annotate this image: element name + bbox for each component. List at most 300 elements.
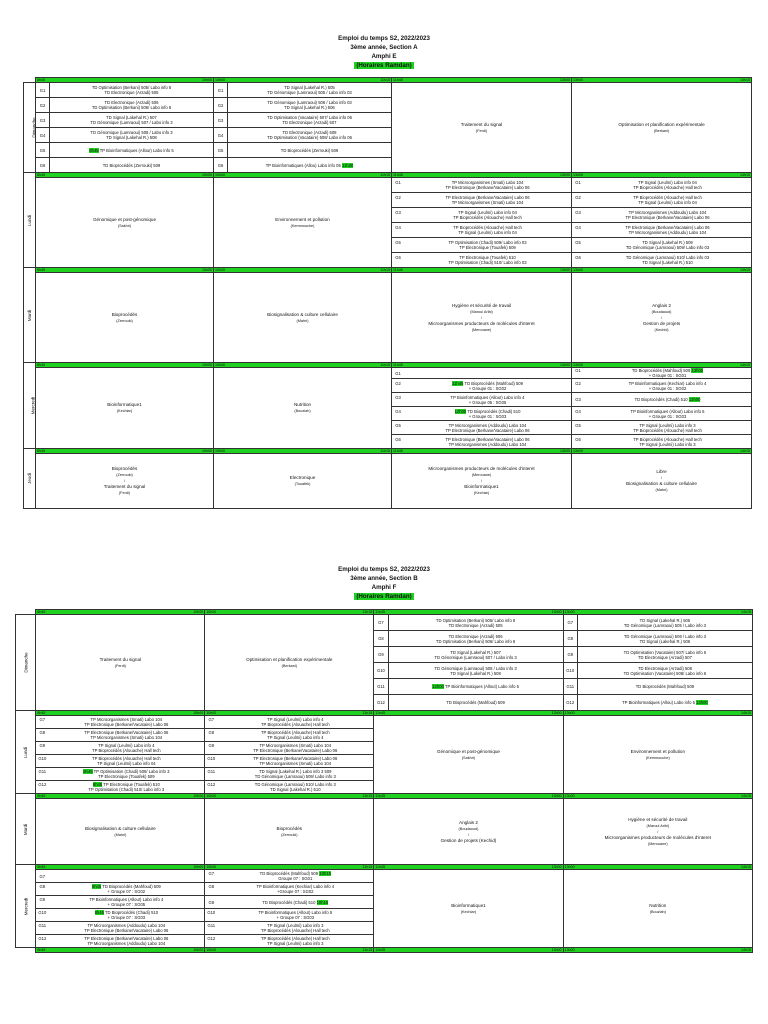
times-t7: 13h00 bbox=[564, 948, 575, 952]
b-mer-c3: Bioinformatique1 bbox=[451, 902, 486, 908]
b-mar-c1s: (Mahri) bbox=[114, 832, 127, 837]
b-lun-r5b: TD Génomique (Lamraoui) 509/ Labo info 3 bbox=[254, 774, 336, 779]
table-cell bbox=[577, 663, 752, 679]
times-t7: 13h00 bbox=[573, 449, 584, 453]
a-dim-l6: TD Bioprocédés (Zerrouki) 509 bbox=[50, 158, 214, 173]
b-dim-r2b: TD Signal (Lakehal R.) 506 bbox=[639, 638, 691, 644]
a-mer-r2b: + Groupe 01 : SG02 bbox=[648, 385, 687, 391]
b-dim-r6: TP Bioinformatiques (Allou) Labo info 5 bbox=[622, 700, 695, 705]
a-mar-c2: Biosignalisation & culture cellulaire bbox=[267, 311, 338, 317]
a-dim-g1: G1 bbox=[214, 83, 228, 98]
table-cell bbox=[36, 178, 214, 268]
times-t1: 8h45 bbox=[37, 449, 45, 453]
table-cell bbox=[572, 178, 752, 193]
table-cell bbox=[388, 679, 563, 695]
a-dim-g2: G2 bbox=[395, 380, 401, 386]
times-t6: 13h00 bbox=[551, 865, 562, 869]
times-t2: 10h00 bbox=[202, 268, 212, 272]
b-dim-g10: G10 bbox=[38, 910, 47, 915]
table-cell bbox=[205, 922, 374, 935]
b-dim-c2s: (Berkani) bbox=[281, 663, 297, 668]
a-lun-l6: TP Electronique (Touafek) 510 bbox=[459, 255, 516, 260]
b-dim-g11: G11 bbox=[38, 769, 47, 774]
a-dim-g2: G2 bbox=[214, 98, 228, 113]
a-lun-l5b: TP Electronique (Touafek) 509 bbox=[459, 245, 516, 250]
b-dim-g12: G12 bbox=[38, 936, 47, 941]
times-t5: 11h45 bbox=[393, 363, 403, 367]
times-t1: 8h45 bbox=[37, 173, 45, 177]
table-cell bbox=[392, 393, 572, 407]
a-jeu-c1bs: (Ferdi) bbox=[118, 491, 131, 495]
a-lun-l3: TP Signal (Leulmi) Labo info 04 bbox=[458, 210, 517, 215]
table-cell bbox=[572, 454, 752, 509]
a-dim-r1: TD Signal (Lakehal R.) 505 bbox=[284, 85, 335, 90]
table-cell bbox=[572, 253, 752, 268]
b-dim-g8: G8 bbox=[563, 631, 577, 647]
b-dim-g7: G7 bbox=[374, 615, 388, 631]
a-lun-l1: TP Microorganismes (Smati) Labo 104 bbox=[451, 180, 524, 185]
a-mar-c3s: (Maroul Aribi) bbox=[470, 309, 493, 314]
b-mar-c3s: (Boudaoud) bbox=[458, 826, 479, 831]
a-lun-r2: TP Bioprocédés (Alouache) Hall tech bbox=[633, 195, 702, 200]
table-cell bbox=[563, 799, 752, 865]
times-t1: 8h45 bbox=[37, 948, 46, 952]
times-t8: 14h15 bbox=[740, 449, 751, 453]
a-dim-r6: TP Bioinformatiques (Allou) Labo info 05 bbox=[265, 162, 341, 168]
b-dim-l3: TD Signal (Lakehal R.) 507 bbox=[450, 649, 501, 655]
a-mer-l4b: + Groupe 01 : SG03 bbox=[468, 413, 507, 419]
a-dim-g1: G1 bbox=[395, 370, 401, 376]
a-dim-g5: G5 bbox=[214, 143, 228, 158]
a-mer-r2: TP Bioinformatiques (Kechiar) Labo info 4 bbox=[628, 380, 707, 386]
table-cell bbox=[36, 922, 205, 935]
section: 3ème année, Section A bbox=[350, 44, 418, 51]
table-cell bbox=[36, 883, 205, 896]
b-dim-g7: G7 bbox=[39, 717, 46, 722]
b-lun-l5b: TP Electronique (Touafek) 509 bbox=[98, 774, 155, 779]
times-t5: 11h45 bbox=[393, 78, 403, 82]
b-mar-c4sep: / bbox=[657, 829, 659, 834]
table-cell bbox=[214, 368, 392, 449]
table-cell bbox=[36, 781, 205, 794]
times-t2: 10h00 bbox=[193, 865, 204, 869]
b-dim-g8: G8 bbox=[208, 884, 215, 889]
table-cell bbox=[572, 208, 752, 223]
b-mer-l2: TD Bioprocédés (Mahfoud) 509 bbox=[102, 884, 161, 889]
b-dim-r3b: TD Electronique (Arzadi) 507 bbox=[637, 654, 692, 660]
table-cell bbox=[392, 178, 572, 193]
times-t8: 14h15 bbox=[740, 173, 751, 177]
a-dim-g6: G6 bbox=[575, 255, 581, 260]
a-dim-g3: G3 bbox=[575, 210, 581, 215]
times-t6: 13h00 bbox=[560, 173, 571, 177]
a-dim-l2b: TD Optimisation (Berkani) 506/ Labo info 6 bbox=[91, 105, 172, 110]
b-dim-r6t: 13h00 bbox=[696, 700, 708, 705]
a-mer-r4: TP Bioinformatiques (Allouï) Labo info 5 bbox=[630, 408, 705, 414]
table-cell bbox=[205, 781, 374, 794]
b-dim-g7: G7 bbox=[39, 873, 46, 879]
times-t3: 10h00 bbox=[206, 610, 217, 614]
a-jeu-c3bs: (Kechiar) bbox=[473, 491, 490, 495]
times-t4: 11h15 bbox=[362, 610, 373, 614]
b-dim-g7: G7 bbox=[208, 871, 215, 876]
times-t1: 8h45 bbox=[37, 865, 46, 869]
a-lun-r6: TD Génomique (Lamraoui) 510/ Labo info 03 bbox=[625, 255, 710, 260]
amphi-b: Amphi F bbox=[371, 584, 397, 591]
a-jeu-c2: Electronique bbox=[289, 475, 316, 480]
table-cell bbox=[563, 870, 752, 948]
table-cell bbox=[214, 454, 392, 509]
table-cell bbox=[392, 435, 572, 449]
b-mer-l4b: + Groupe 07 : SG03 bbox=[107, 915, 146, 920]
times-t8: 14h15 bbox=[741, 794, 751, 798]
table-cell bbox=[205, 948, 374, 953]
times-t5: 11h45 bbox=[375, 711, 386, 715]
a-dim-r5: TD Bioprocédés (Zerrouki) 509 bbox=[228, 143, 392, 158]
a-dim-r1b: TD Génomique (Lamraoui) 505 / Labo info 03 bbox=[267, 90, 352, 95]
times-t2: 10h00 bbox=[193, 948, 204, 952]
a-dim-g2: G2 bbox=[575, 195, 581, 200]
b-mer-r2b: +Groupe 07 : SG02 bbox=[277, 889, 314, 894]
table-cell bbox=[205, 742, 374, 755]
table-cell bbox=[36, 768, 205, 781]
times-t4: 11h15 bbox=[380, 363, 391, 367]
a-lun-r4b: TP Microorganismes (Addoudu) Labo 104 bbox=[628, 230, 707, 235]
a-jeu-c4sep: / bbox=[660, 476, 663, 480]
b-mar-c4: Hygiène et sécurité de travail bbox=[628, 816, 688, 822]
times-t7: 13h00 bbox=[564, 794, 575, 798]
times-t8: 14h15 bbox=[741, 610, 751, 614]
a-mar-c3: Hygiène et sécurité de travail bbox=[451, 302, 512, 308]
a-dim-g1: G1 bbox=[575, 368, 581, 373]
b-mer-r4: TP Bioinformatiques (Allouï) Labo info 5 bbox=[258, 910, 333, 915]
b-lun-c3: Génomique et post-génomique bbox=[436, 748, 500, 754]
table-cell bbox=[228, 128, 392, 143]
b-mer-l2b: + Groupe 07 : SG02 bbox=[107, 889, 146, 894]
a-lun-c1: Génomique et post-génomique bbox=[92, 216, 157, 222]
a-dim-l5t: 8h45 bbox=[89, 147, 99, 153]
a-mer-c1: Bioinformatique1 bbox=[107, 402, 142, 407]
b-dim-r1: TD Signal (Lakehal R.) 505 bbox=[639, 617, 691, 623]
b-lun-c4s: (Kemmouche) bbox=[645, 755, 670, 760]
b-mer-c3s: (Kechiar) bbox=[460, 909, 477, 914]
a-dim-g6: G6 bbox=[214, 158, 228, 173]
times-t2: 10h00 bbox=[202, 78, 212, 82]
b-mar-c3b: Gestion de projets (Kechid) bbox=[440, 837, 497, 843]
times-t8: 14h15 bbox=[740, 268, 751, 272]
b-dim-l1: TD Optimisation (Berkani) 505/ Labo info 6 bbox=[435, 617, 516, 623]
table-cell bbox=[392, 223, 572, 238]
a-mer-r5b: TP Bioprocédés (Alouache) Hall tech bbox=[633, 427, 702, 433]
a-dim-g2: G2 bbox=[575, 380, 581, 386]
b-dim-g12: G12 bbox=[207, 782, 216, 787]
b-dim-c1s: (Ferdi) bbox=[114, 663, 126, 668]
b-mer-r1: TD Bioprocédés (Mahfoud) 509 bbox=[259, 871, 319, 876]
b-dim-r4b: TD Optimisation (Vacataire) 508/ Labo info 6 bbox=[623, 670, 707, 676]
times-t1: 8h45 bbox=[37, 711, 46, 715]
table-cell bbox=[50, 83, 214, 98]
times-t8: 14h15 bbox=[740, 78, 751, 82]
a-mer-r6b: TP Signal (Leulmi) Labo info 3 bbox=[639, 441, 696, 447]
b-dim-g10: G10 bbox=[207, 910, 216, 915]
table-cell bbox=[392, 407, 572, 421]
table-cell bbox=[36, 935, 205, 948]
table-cell bbox=[205, 896, 374, 909]
table-cell bbox=[577, 631, 752, 647]
b-mer-l6: TP Electronique (Berkane/Vacataire) Labo 06 bbox=[84, 936, 169, 941]
b-dim-g7: G7 bbox=[563, 615, 577, 631]
times-t7: 13h00 bbox=[573, 173, 584, 177]
b-dim-g8: G8 bbox=[374, 631, 388, 647]
a-dim-g2: G2 bbox=[395, 195, 401, 200]
b-lun-r4b: TP Microorganismes (Smati) Labo 104 bbox=[259, 761, 332, 766]
b-lun-l1b: TP Electronique (Berkane/Vacataire) Labo 06 bbox=[84, 722, 169, 727]
a-mer-l2t: 11h45 bbox=[452, 380, 464, 386]
a-mar-c4bs: (Kechid) bbox=[654, 327, 669, 332]
a-mar-c3bs: (Merouane) bbox=[471, 327, 492, 332]
b-dim-g10: G10 bbox=[207, 756, 216, 761]
a-mer-l5b: TP Electronique (Berkane/Vacataire) Labo 06 bbox=[445, 427, 530, 433]
b-mer-l4: TD Bioprocédés (Chadi) 510 bbox=[105, 910, 159, 915]
times-t6: 13h00 bbox=[560, 449, 571, 453]
table-cell bbox=[228, 98, 392, 113]
table-cell bbox=[374, 870, 563, 948]
b-mar-c4b: Microorganismes producteurs de molécules d'interet bbox=[604, 834, 711, 840]
b-mer-l3b: + Groupe 07 : SG05 bbox=[107, 902, 146, 907]
times-t3: 10h00 bbox=[215, 173, 225, 177]
a-mer-r4b: + Groupe 01 : SG03 bbox=[648, 413, 687, 419]
times-t8: 14h15 bbox=[741, 948, 751, 952]
times-t6: 13h00 bbox=[551, 948, 562, 952]
b-dim-g12: G12 bbox=[38, 782, 47, 787]
b-mer-l3: TP Bioinformatiques (Allouï) Labo info 4 bbox=[89, 897, 164, 902]
times-t7: 13h00 bbox=[573, 363, 584, 367]
timetable-section-b bbox=[15, 609, 753, 953]
table-cell bbox=[563, 948, 752, 953]
times-t7: 13h00 bbox=[564, 865, 575, 869]
table-cell bbox=[392, 421, 572, 435]
a-lun-r6b: TD Signal (Lakehal R.) 510 bbox=[642, 260, 693, 265]
times-t5: 11h45 bbox=[393, 173, 403, 177]
b-dim-l4: TD Génomique (Lamraoui) 508 / Labo info 3 bbox=[434, 665, 517, 671]
a-mer-l3: TP Bioinformatiques (Allouï) Labo info 4 bbox=[450, 394, 525, 400]
b-mer-l4t: 8h45 bbox=[94, 910, 104, 915]
table-cell bbox=[36, 368, 214, 449]
b-dim-g9: G9 bbox=[39, 743, 46, 748]
a-dim-g4: G4 bbox=[395, 225, 401, 230]
a-dim-g6: G6 bbox=[395, 255, 401, 260]
a-lun-l5: TP Optimisation (Chadi) 509/ Labo info 03 bbox=[448, 240, 527, 245]
b-mar-c4s: (Maroul Aribi) bbox=[646, 823, 670, 828]
b-mer-l2t: 8h45 bbox=[91, 884, 102, 889]
times-t2: 10h00 bbox=[193, 610, 204, 614]
a-dim-r6t: 11h30 bbox=[341, 162, 354, 168]
a-dim-g3: G3 bbox=[36, 113, 50, 128]
b-lun-r6: TD Génomique (Lamraoui) 510/ Labo info 3 bbox=[254, 782, 336, 787]
table-cell bbox=[36, 729, 205, 742]
times-t3: 10h00 bbox=[215, 363, 225, 367]
times-t6: 13h00 bbox=[560, 363, 571, 367]
a-mer-r1b: + Groupe 01 : SG01 bbox=[648, 373, 687, 378]
a-dim-c4s: (Berkani) bbox=[653, 128, 670, 133]
b-lun-l1: TP Microorganismes (Smati) Labo 104 bbox=[90, 717, 163, 722]
b-dim-l3b: TD Génomique (Lamraoui) 507 / Labo info 3 bbox=[434, 654, 517, 660]
b-dim-g10: G10 bbox=[374, 663, 388, 679]
b-mar-c1: Biosignalisation & culture cellulaire bbox=[84, 825, 156, 831]
day-lundi bbox=[24, 173, 36, 268]
a-lun-c1s: (Sakhri) bbox=[117, 223, 132, 228]
times-t4: 11h15 bbox=[362, 865, 373, 869]
a-dim-r2: TD Génomique (Lamraoui) 506 / Labo info 03 bbox=[267, 100, 352, 105]
times-t4: 11h15 bbox=[362, 794, 373, 798]
b-lun-r4: TP Electronique (Berkane/Vacataire) Labo 06 bbox=[253, 756, 338, 761]
a-mer-l5: TP Microorganismes (Addoudu) Labo 104 bbox=[448, 422, 527, 428]
table-cell bbox=[392, 208, 572, 223]
b-lun-l6t: 8h45 bbox=[92, 782, 103, 787]
table-cell bbox=[228, 113, 392, 128]
times-t7: 13h00 bbox=[573, 268, 584, 272]
b-mar-c2: Bioprocédés bbox=[276, 825, 303, 831]
times-t3: 10h00 bbox=[206, 865, 217, 869]
a-dim-l5: TP Bioinformatiques (Allouï) Labo info 5 bbox=[99, 147, 174, 153]
table-cell bbox=[392, 454, 572, 509]
a-mar-c3b: Microorganismes producteurs de molécules d'interet bbox=[428, 320, 535, 326]
a-lun-r1b: TP Bioprocédés (Alouache) Hall tech bbox=[633, 185, 702, 190]
b-dim-g9: G9 bbox=[374, 647, 388, 663]
b-dim-r4: TD Electronique (Arzadi) 508 bbox=[637, 665, 692, 671]
a-dim-c3s: (Ferdi) bbox=[475, 128, 488, 133]
times-t7: 13h00 bbox=[564, 610, 575, 614]
table-cell bbox=[50, 143, 214, 158]
a-jeu-c4bs: (Mahri) bbox=[655, 488, 668, 492]
table-cell bbox=[36, 896, 205, 909]
times-t4: 11h15 bbox=[380, 268, 391, 272]
a-lun-l4: TP Bioprocédés (Alouache) Hall tech bbox=[453, 225, 522, 230]
table-cell bbox=[572, 368, 752, 379]
header-section-b bbox=[0, 565, 768, 601]
b-lun-r3b: TP Electronique (Berkane/Vacataire) Labo 06 bbox=[253, 748, 338, 753]
a-jeu-c1b: Traitement du signal bbox=[103, 484, 146, 489]
b-dim-l2b: TD Optimisation (Berkani) 506/ Labo info 6 bbox=[435, 638, 516, 644]
a-lun-r2b: TP Signal (Leulmi) Labo info 04 bbox=[638, 200, 697, 205]
a-dim-c4: Optimisation et planification expérimentale bbox=[618, 121, 705, 127]
times-t1: 8h45 bbox=[37, 794, 46, 798]
times-t5: 11h45 bbox=[375, 865, 386, 869]
table-cell bbox=[392, 193, 572, 208]
times-t8: 14h15 bbox=[740, 363, 751, 367]
a-mer-l2: TD Bioprocédés (Mahfoud) 509 bbox=[464, 380, 523, 386]
b-dim-g11: G11 bbox=[207, 769, 216, 774]
a-lun-r5: TD Signal (Lakehal R.) 509 bbox=[642, 240, 693, 245]
table-cell bbox=[374, 948, 563, 953]
table-cell bbox=[228, 158, 392, 173]
times-t8: 14h15 bbox=[741, 711, 751, 715]
b-mer-r5b: TP Bioprocédés (Alouache) Hall tech bbox=[261, 928, 330, 933]
a-lun-c2s: (Kemmouche) bbox=[290, 223, 315, 228]
b-mer-r1b: Groupe 07 : SG01 bbox=[278, 876, 313, 881]
a-jeu-c3sep: / bbox=[480, 479, 483, 483]
table-cell bbox=[36, 454, 214, 509]
day-mardi-b bbox=[16, 794, 36, 865]
a-jeu-c3: Microorganismes producteurs de molécules d'interet bbox=[428, 466, 535, 471]
b-dim-g7: G7 bbox=[208, 717, 215, 722]
header-section-a bbox=[0, 34, 768, 70]
b-lun-r5: TD Signal (Lakehal R.) Labo info 3 509 bbox=[259, 769, 332, 774]
a-mar-c4s: (Boudaoud) bbox=[651, 309, 672, 314]
a-dim-r4: TD Electronique (Arzadi) 508 bbox=[282, 130, 337, 135]
table-cell bbox=[50, 113, 214, 128]
b-lun-c4: Environnement et pollution bbox=[630, 748, 686, 754]
a-mar-c3sep: / bbox=[480, 315, 483, 320]
times-t3: 10h00 bbox=[215, 449, 225, 453]
a-dim-l1: TD Optimisation (Berkani) 505/ Labo info 6 bbox=[91, 85, 172, 90]
section-b: 3ème année, Section B bbox=[350, 575, 418, 582]
table-cell bbox=[36, 615, 205, 711]
table-cell bbox=[36, 799, 205, 865]
b-mer-l5b: TP Electronique (Berkane/Vacataire) Labo 06 bbox=[84, 928, 169, 933]
table-cell bbox=[205, 799, 374, 865]
a-dim-g4: G4 bbox=[36, 128, 50, 143]
b-lun-l4: TP Bioprocédés (Alouache) Hall tech bbox=[92, 756, 161, 761]
table-cell bbox=[392, 83, 572, 173]
table-cell bbox=[392, 379, 572, 393]
b-lun-r1: TP Signal (Leulmi) Labo info 4 bbox=[267, 717, 324, 722]
b-mer-l5: TP Microorganismes (Addoudu) Labo 104 bbox=[87, 923, 166, 928]
a-lun-r5b: TD Génomique (Lamraoui) 509/ Labo info 03 bbox=[625, 245, 710, 250]
days-3: Mercredi bbox=[30, 396, 36, 415]
a-dim-g3: G3 bbox=[395, 394, 401, 400]
b-mer-r3: TD Bioprocédés (Chadi) 510 bbox=[262, 899, 316, 905]
a-lun-r1: TP Signal (Leulmi) Labo info 04 bbox=[638, 180, 697, 185]
a-jeu-c1s: (Zerrouki) bbox=[116, 473, 133, 477]
table-cell bbox=[392, 253, 572, 268]
b-dim-r5: TD Bioprocédés (Mahfoud) 509 bbox=[577, 679, 752, 695]
a-dim-g5: G5 bbox=[36, 143, 50, 158]
a-dim-g1: G1 bbox=[575, 180, 581, 185]
days-1: Lundi bbox=[23, 746, 29, 758]
a-mer-l6b: TP Microorganismes (Addoudu) Labo 104 bbox=[448, 441, 527, 447]
b-mar-c4bs: (Merouane) bbox=[647, 841, 668, 846]
a-lun-l2b: TP Microorganismes (Smati) Labo 104 bbox=[451, 200, 524, 205]
table-cell bbox=[205, 615, 374, 711]
a-lun-c2: Environnement et pollution bbox=[275, 216, 330, 222]
table-cell bbox=[205, 768, 374, 781]
days-4: Jeudi bbox=[26, 473, 32, 484]
table-cell bbox=[36, 870, 205, 883]
table-cell bbox=[572, 379, 752, 393]
a-mer-l2b: + Groupe 01 : SG02 bbox=[468, 385, 507, 391]
a-lun-l2: TP Electronique (Berkane/Vacataire) Labo 06 bbox=[445, 195, 530, 200]
table-cell bbox=[392, 368, 572, 379]
a-dim-l4b: TD Signal (Lakehal R.) 508 bbox=[106, 135, 157, 140]
times-t8: 14h15 bbox=[741, 865, 751, 869]
b-dim-r3: TD Optimisation (Vacataire) 507/ Labo info 6 bbox=[623, 649, 707, 655]
b-lun-r2: TP Bioprocédés (Alouache) Hall tech bbox=[261, 730, 330, 735]
a-dim-l3: TD Signal (Lakehal R.) 507 bbox=[106, 115, 157, 120]
days-3: Mercredi bbox=[23, 897, 29, 915]
a-jeu-c3s: (Merouane) bbox=[471, 473, 492, 477]
a-dim-g1: G1 bbox=[36, 83, 50, 98]
table-cell bbox=[205, 870, 374, 883]
b-lun-l4b: TP Signal (Leulmi) Labo info 04 bbox=[97, 761, 156, 766]
times-t6: 13h00 bbox=[560, 78, 571, 82]
b-dim-g10: G10 bbox=[563, 663, 577, 679]
a-mer-r3t: 13h00 bbox=[688, 397, 701, 402]
table-cell bbox=[388, 631, 563, 647]
b-mer-r5: TP Signal (Leulmi) Labo info 3 bbox=[267, 923, 324, 928]
day-mercredi-b bbox=[16, 865, 36, 948]
times-t6: 13h00 bbox=[551, 711, 562, 715]
